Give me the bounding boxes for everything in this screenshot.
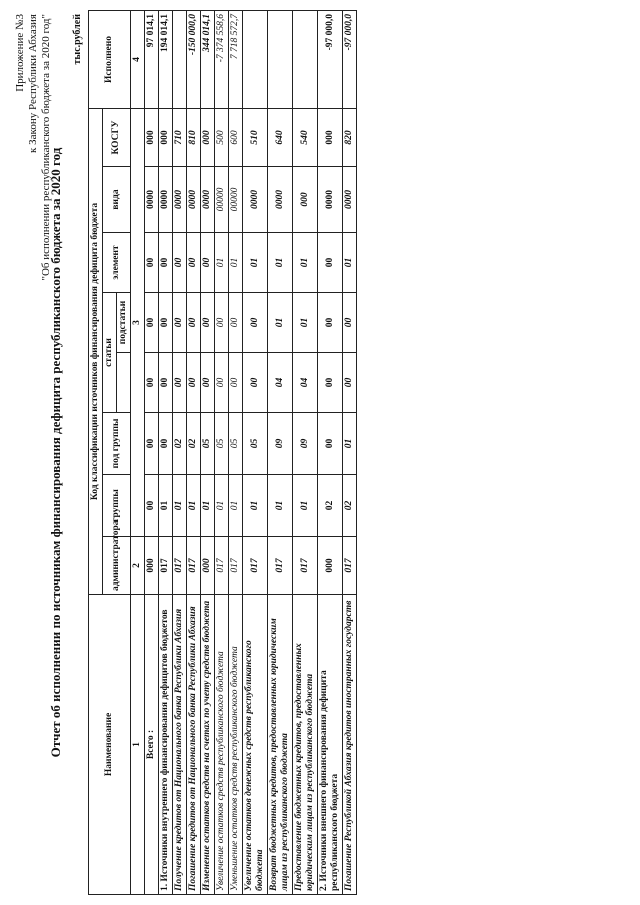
type-code: 0000 bbox=[268, 167, 293, 233]
executed-value: -7 374 558,6 bbox=[215, 10, 229, 108]
appendix-line-1: Приложение №3 bbox=[14, 14, 26, 92]
admin-code: 017 bbox=[229, 537, 243, 595]
executed-value: 97 014,1 bbox=[145, 10, 159, 108]
row-name: Получение кредитов от Национального банка Республики Абхазия bbox=[173, 595, 187, 895]
element-code: 00 bbox=[187, 233, 201, 293]
type-code: 0000 bbox=[243, 167, 268, 233]
type-code: 0000 bbox=[187, 167, 201, 233]
subgroup-code: 00 bbox=[145, 413, 159, 475]
col-admin-header: администратора bbox=[103, 537, 131, 595]
executed-value: -97 000,0 bbox=[343, 10, 357, 108]
element-code: 01 bbox=[229, 233, 243, 293]
element-code: 00 bbox=[318, 233, 343, 293]
article-code: 00 bbox=[318, 353, 343, 413]
row-name: Погашение Республикой Абхазия кредитов иностранных государств bbox=[343, 595, 357, 895]
article-code: 00 bbox=[215, 353, 229, 413]
row-name: 2. Источники внешнего финансирования дефицита республиканского бюджета bbox=[318, 595, 343, 895]
table-row bbox=[145, 10, 159, 894]
subgroup-code: 05 bbox=[229, 413, 243, 475]
element-code: 01 bbox=[268, 233, 293, 293]
index-cell-2: 2 bbox=[131, 537, 145, 595]
table-row bbox=[343, 10, 357, 894]
row-name: Возврат бюджетных кредитов, предоставленных юридическим лицам из республиканского бюджета bbox=[268, 595, 293, 895]
col-kosgu-header: КОСГУ bbox=[103, 108, 131, 166]
kosgu-code: 710 bbox=[173, 108, 187, 166]
article-code: 00 bbox=[173, 353, 187, 413]
group-code: 01 bbox=[215, 475, 229, 537]
subgroup-code: 09 bbox=[268, 413, 293, 475]
table-row bbox=[229, 10, 243, 894]
col-article-sub-header bbox=[117, 353, 131, 413]
admin-code: 017 bbox=[293, 537, 318, 595]
row-name: Погашение кредитов от Национального банка Республики Абхазия bbox=[187, 595, 201, 895]
subarticle-code: 00 bbox=[187, 293, 201, 353]
executed-value: 194 014,1 bbox=[159, 10, 173, 108]
index-cell-1: 1 bbox=[131, 595, 145, 895]
table-row bbox=[243, 10, 268, 894]
col-name-header: Наименование bbox=[89, 595, 131, 895]
admin-code: 017 bbox=[268, 537, 293, 595]
group-code: 01 bbox=[293, 475, 318, 537]
table-row bbox=[268, 10, 293, 894]
executed-value: -150 000,0 bbox=[187, 10, 201, 108]
group-code: 01 bbox=[173, 475, 187, 537]
group-code: 02 bbox=[318, 475, 343, 537]
index-cell-4: 4 bbox=[131, 10, 145, 108]
group-code: 00 bbox=[145, 475, 159, 537]
type-code: 00000 bbox=[215, 167, 229, 233]
sources-table bbox=[88, 10, 357, 895]
index-cell-3: 3 bbox=[131, 108, 145, 536]
row-name: Увеличение остатков средств республиканского бюджета bbox=[215, 595, 229, 895]
subarticle-code: 00 bbox=[243, 293, 268, 353]
subarticle-code: 00 bbox=[229, 293, 243, 353]
kosgu-code: 600 bbox=[229, 108, 243, 166]
kosgu-code: 000 bbox=[159, 108, 173, 166]
subgroup-code: 02 bbox=[173, 413, 187, 475]
admin-code: 017 bbox=[173, 537, 187, 595]
article-code: 00 bbox=[145, 353, 159, 413]
kosgu-code: 640 bbox=[268, 108, 293, 166]
subgroup-code: 00 bbox=[318, 413, 343, 475]
subarticle-code: 00 bbox=[215, 293, 229, 353]
element-code: 00 bbox=[201, 233, 215, 293]
element-code: 01 bbox=[293, 233, 318, 293]
kosgu-code: 510 bbox=[243, 108, 268, 166]
row-name: 1. Источники внутреннего финансирования дефицитов бюджетов bbox=[159, 595, 173, 895]
admin-code: 000 bbox=[145, 537, 159, 595]
article-code: 00 bbox=[187, 353, 201, 413]
admin-code: 017 bbox=[343, 537, 357, 595]
admin-code: 000 bbox=[201, 537, 215, 595]
subarticle-code: 00 bbox=[318, 293, 343, 353]
type-code: 0000 bbox=[159, 167, 173, 233]
type-code: 00000 bbox=[229, 167, 243, 233]
element-code: 01 bbox=[215, 233, 229, 293]
row-name: Изменение остатков средств на счетах по учету средств бюджета bbox=[201, 595, 215, 895]
subarticle-code: 01 bbox=[268, 293, 293, 353]
subgroup-code: 05 bbox=[201, 413, 215, 475]
article-code: 04 bbox=[268, 353, 293, 413]
kosgu-code: 000 bbox=[145, 108, 159, 166]
subarticle-code: 00 bbox=[145, 293, 159, 353]
group-code: 01 bbox=[187, 475, 201, 537]
table-row bbox=[201, 10, 215, 894]
table-row bbox=[159, 10, 173, 894]
subarticle-code: 00 bbox=[173, 293, 187, 353]
group-code: 01 bbox=[229, 475, 243, 537]
subarticle-code: 00 bbox=[343, 293, 357, 353]
subgroup-code: 09 bbox=[293, 413, 318, 475]
col-articles-header: статьи bbox=[103, 293, 117, 413]
subgroup-code: 05 bbox=[215, 413, 229, 475]
appendix-line-2: к Закону Республики Абхазия bbox=[27, 14, 39, 153]
article-code: 00 bbox=[229, 353, 243, 413]
executed-value bbox=[268, 10, 293, 108]
table-row bbox=[318, 10, 343, 894]
subgroup-code: 01 bbox=[343, 413, 357, 475]
article-code: 00 bbox=[243, 353, 268, 413]
type-code: 0000 bbox=[145, 167, 159, 233]
kosgu-code: 810 bbox=[187, 108, 201, 166]
index-row bbox=[131, 10, 145, 894]
col-executed-header: Исполнено bbox=[89, 10, 131, 108]
subarticle-code: 01 bbox=[293, 293, 318, 353]
article-code: 00 bbox=[343, 353, 357, 413]
row-name: Предоставление бюджетных кредитов, предоставленных юридическим лицам из республиканского бюджета bbox=[293, 595, 318, 895]
subgroup-code: 00 bbox=[159, 413, 173, 475]
subgroup-code: 05 bbox=[243, 413, 268, 475]
article-code: 04 bbox=[293, 353, 318, 413]
executed-value bbox=[293, 10, 318, 108]
type-code: 0000 bbox=[318, 167, 343, 233]
executed-value bbox=[243, 10, 268, 108]
col-code-group-header: Код классификации источников финансирования дефицита бюджета bbox=[89, 108, 103, 594]
admin-code: 017 bbox=[187, 537, 201, 595]
col-subarticle-header: подстатьи bbox=[117, 293, 131, 353]
type-code: 0000 bbox=[201, 167, 215, 233]
article-code: 00 bbox=[201, 353, 215, 413]
admin-code: 017 bbox=[215, 537, 229, 595]
executed-value: 344 014,1 bbox=[201, 10, 215, 108]
group-code: 01 bbox=[159, 475, 173, 537]
subarticle-code: 00 bbox=[159, 293, 173, 353]
element-code: 00 bbox=[173, 233, 187, 293]
row-name: Увеличение остатков денежных средств республиканского бюджета bbox=[243, 595, 268, 895]
appendix-line-3: "Об исполнении республиканского бюджета за 2020 год" bbox=[40, 14, 52, 281]
table-row bbox=[173, 10, 187, 894]
admin-code: 017 bbox=[243, 537, 268, 595]
kosgu-code: 500 bbox=[215, 108, 229, 166]
executed-value bbox=[173, 10, 187, 108]
col-type-header: вида bbox=[103, 167, 131, 233]
kosgu-code: 540 bbox=[293, 108, 318, 166]
type-code: 000 bbox=[293, 167, 318, 233]
element-code: 01 bbox=[343, 233, 357, 293]
report-title: Отчет об исполнении по источникам финансирования дефицита республиканского бюджета за 2020 год bbox=[48, 147, 63, 758]
executed-value: -97 000,0 bbox=[318, 10, 343, 108]
group-code: 01 bbox=[243, 475, 268, 537]
admin-code: 017 bbox=[159, 537, 173, 595]
row-name: Уменьшение остатков средств республиканского бюджета bbox=[229, 595, 243, 895]
unit-label: тыс.рублей bbox=[72, 14, 83, 65]
kosgu-code: 820 bbox=[343, 108, 357, 166]
article-code: 00 bbox=[159, 353, 173, 413]
table-row bbox=[215, 10, 229, 894]
row-name: Всего : bbox=[145, 595, 159, 895]
col-groups-header: группы bbox=[103, 475, 131, 537]
kosgu-code: 000 bbox=[201, 108, 215, 166]
group-code: 01 bbox=[268, 475, 293, 537]
element-code: 01 bbox=[243, 233, 268, 293]
subgroup-code: 02 bbox=[187, 413, 201, 475]
type-code: 0000 bbox=[343, 167, 357, 233]
col-subgroups-header: под группы bbox=[103, 413, 131, 475]
element-code: 00 bbox=[159, 233, 173, 293]
element-code: 00 bbox=[145, 233, 159, 293]
table-row bbox=[293, 10, 318, 894]
subarticle-code: 00 bbox=[201, 293, 215, 353]
executed-value: 7 718 572,7 bbox=[229, 10, 243, 108]
kosgu-code: 000 bbox=[318, 108, 343, 166]
col-element-header: элемент bbox=[103, 233, 131, 293]
table-row bbox=[187, 10, 201, 894]
group-code: 02 bbox=[343, 475, 357, 537]
group-code: 01 bbox=[201, 475, 215, 537]
type-code: 0000 bbox=[173, 167, 187, 233]
admin-code: 000 bbox=[318, 537, 343, 595]
